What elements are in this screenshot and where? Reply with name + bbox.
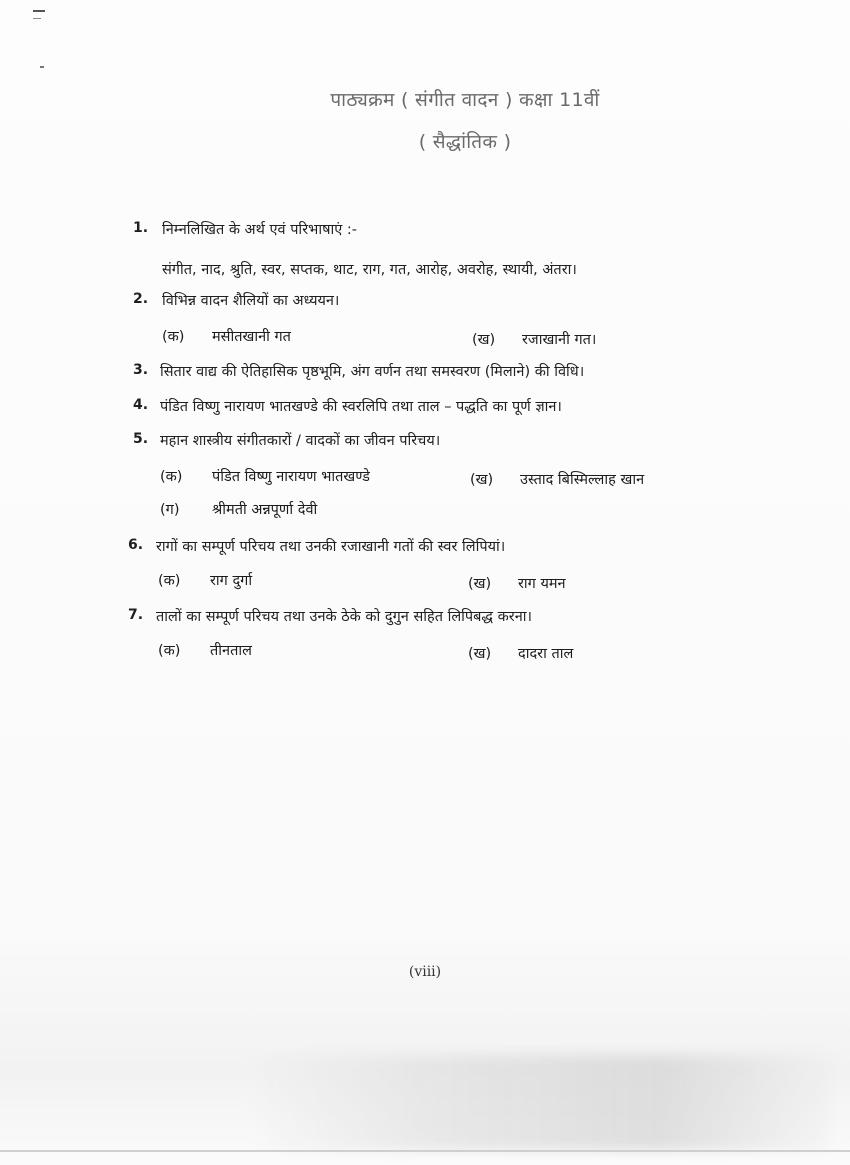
scan-artifact-mark [33, 10, 45, 12]
item-text: पंडित विष्णु नारायण भातखण्डे की स्वरलिपि तथा ताल – पद्धति का पूर्ण ज्ञान। [160, 399, 562, 415]
item-number: 5. [133, 431, 149, 447]
item-text: रागों का सम्पूर्ण परिचय तथा उनकी रजाखानी गतों की स्वर लिपियां। [156, 539, 506, 555]
sub-item-text: राग यमन [518, 576, 566, 592]
item-text: विभिन्न वादन शैलियों का अध्ययन। [162, 293, 340, 309]
sub-item-label: (क) [158, 573, 181, 589]
scan-artifact-mark [33, 18, 41, 19]
sub-item-label: (ख) [472, 332, 496, 348]
sub-item-label: (ख) [468, 646, 492, 662]
sub-item-label: (क) [158, 643, 181, 659]
scan-edge-line [0, 1150, 850, 1152]
sub-item-text: राग दुर्गा [210, 573, 253, 589]
item-number: 1. [133, 220, 149, 236]
sub-item-label: (क) [160, 469, 183, 485]
sub-item-text: मसीतखानी गत [212, 329, 291, 345]
item-detail: संगीत, नाद, श्रुति, स्वर, सप्तक, थाट, राग, गत, आरोह, अवरोह, स्थायी, अंतरा। [162, 262, 577, 278]
page-title: पाठ्यक्रम ( संगीत वादन ) कक्षा 11वीं [330, 89, 600, 111]
item-text: सितार वाद्य की ऐतिहासिक पृष्ठभूमि, अंग वर्णन तथा समस्वरण (मिलाने) की विधि। [160, 364, 585, 380]
sub-item-text: पंडित विष्णु नारायण भातखण्डे [212, 469, 370, 485]
item-text: तालों का सम्पूर्ण परिचय तथा उनके ठेके को दुगुन सहित लिपिबद्ध करना। [156, 609, 532, 625]
page-number: (viii) [408, 964, 442, 980]
item-number: 6. [128, 537, 144, 553]
page-subtitle: ( सैद्धांतिक ) [418, 131, 512, 153]
sub-item-label: (ख) [468, 576, 492, 592]
item-number: 7. [128, 607, 144, 623]
sub-item-label: (क) [162, 329, 185, 345]
sub-item-text: उस्ताद बिस्मिल्लाह खान [520, 472, 645, 488]
item-number: 3. [133, 362, 149, 378]
sub-item-text: तीनताल [210, 643, 252, 659]
scan-shadow [250, 1055, 830, 1150]
sub-item-text: श्रीमती अन्नपूर्णा देवी [212, 502, 318, 518]
sub-item-text: दादरा ताल [518, 646, 574, 662]
sub-item-label: (ख) [470, 472, 494, 488]
item-number: 2. [133, 291, 149, 307]
item-text: महान शास्त्रीय संगीतकारों / वादकों का जीवन परिचय। [160, 433, 441, 449]
scan-artifact-mark [40, 66, 44, 68]
sub-item-label: (ग) [160, 502, 180, 518]
sub-item-text: रजाखानी गत। [522, 332, 597, 348]
item-text: निम्नलिखित के अर्थ एवं परिभाषाएं :- [162, 222, 357, 238]
item-number: 4. [133, 397, 149, 413]
